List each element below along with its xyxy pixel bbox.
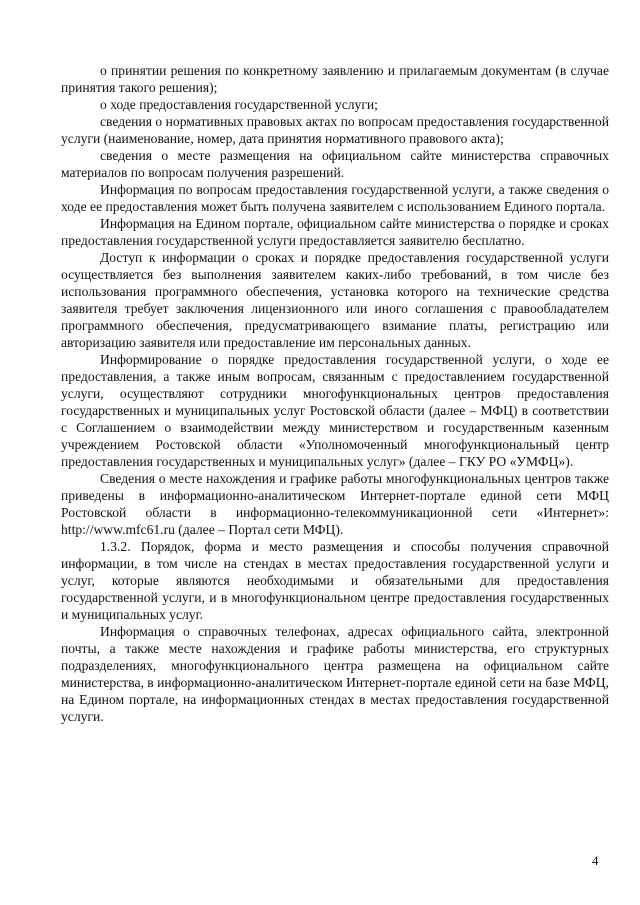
paragraph-mfc-informing: Информирование о порядке предоставления государственной услуги, о ходе ее предоставления, а также иным вопросам, связанным с предоставлением государственной услуги, осуществляют сотрудники многофункциональных центров предоставления государственных и муниципальных услуг Ростовской области (далее – МФЦ) в соответствии с Соглашением о взаимодействии между министерством и государственным казенным учреждением Ростовской области «Уполномоченный многофункциональный центр предоставления государственных и муниципальных услуг» (далее – ГКУ РО «УМФЦ»). (61, 352, 609, 469)
paragraph-decision-info: о принятии решения по конкретному заявлению и прилагаемым документам (в случае принятия такого решения); (61, 63, 609, 95)
paragraph-service-progress: о ходе предоставления государственной услуги; (100, 97, 378, 112)
paragraph-mfc-locations: Сведения о месте нахождения и графике работы многофункциональных центров также приведены в информационно-аналитическом Интернет-портале единой сети МФЦ Ростовской области в информационно-телекоммуникационной сети «Интернет»: http://www.mfc61.ru (далее – Портал сети МФЦ). (61, 471, 609, 537)
paragraph-contact-info: Информация о справочных телефонах, адресах официального сайта, электронной почты, а также месте нахождения и графике работы министерства, его структурных подразделениях, многофункционального центра размещена на официальном сайте министерства, в информационно-аналитическом Интернет-портале единой сети на базе МФЦ, на Едином портале, на информационных стендах в местах предоставления государственной услуги. (61, 624, 609, 724)
document-body (61, 62, 609, 725)
paragraph-unified-portal-info: Информация по вопросам предоставления государственной услуги, а также сведения о ходе ее предоставления может быть получена заявителем с использованием Единого портала. (61, 182, 609, 214)
paragraph-legal-acts: сведения о нормативных правовых актах по вопросам предоставления государственной услуги (наименование, номер, дата принятия нормативного правового акта); (61, 114, 609, 146)
page-number: 4 (592, 853, 599, 868)
paragraph-access-requirements: Доступ к информации о сроках и порядке предоставления государственной услуги осуществляется без выполнения заявителем каких-либо требований, в том числе без использования программного обеспечения, установка которого на технические средства заявителя требует заключения лицензионного или иного соглашения с правообладателем программного обеспечения, предусматривающего взимание платы, регистрацию или авторизацию заявителя или предоставление им персональных данных. (61, 250, 609, 350)
paragraph-reference-materials: сведения о месте размещения на официальном сайте министерства справочных материалов по вопросам получения разрешений. (61, 148, 609, 180)
paragraph-free-information: Информация на Едином портале, официальном сайте министерства о порядке и сроках предоставления государственной услуги предоставляется заявителю бесплатно. (61, 216, 609, 248)
paragraph-section-1-3-2: 1.3.2. Порядок, форма и место размещения и способы получения справочной информации, в том числе на стендах в местах предоставления государственной услуги и услуг, которые являются необходимыми и обязательными для предоставления государственной услуги, и в многофункциональном центре предоставления государственных и муниципальных услуг. (61, 539, 609, 622)
